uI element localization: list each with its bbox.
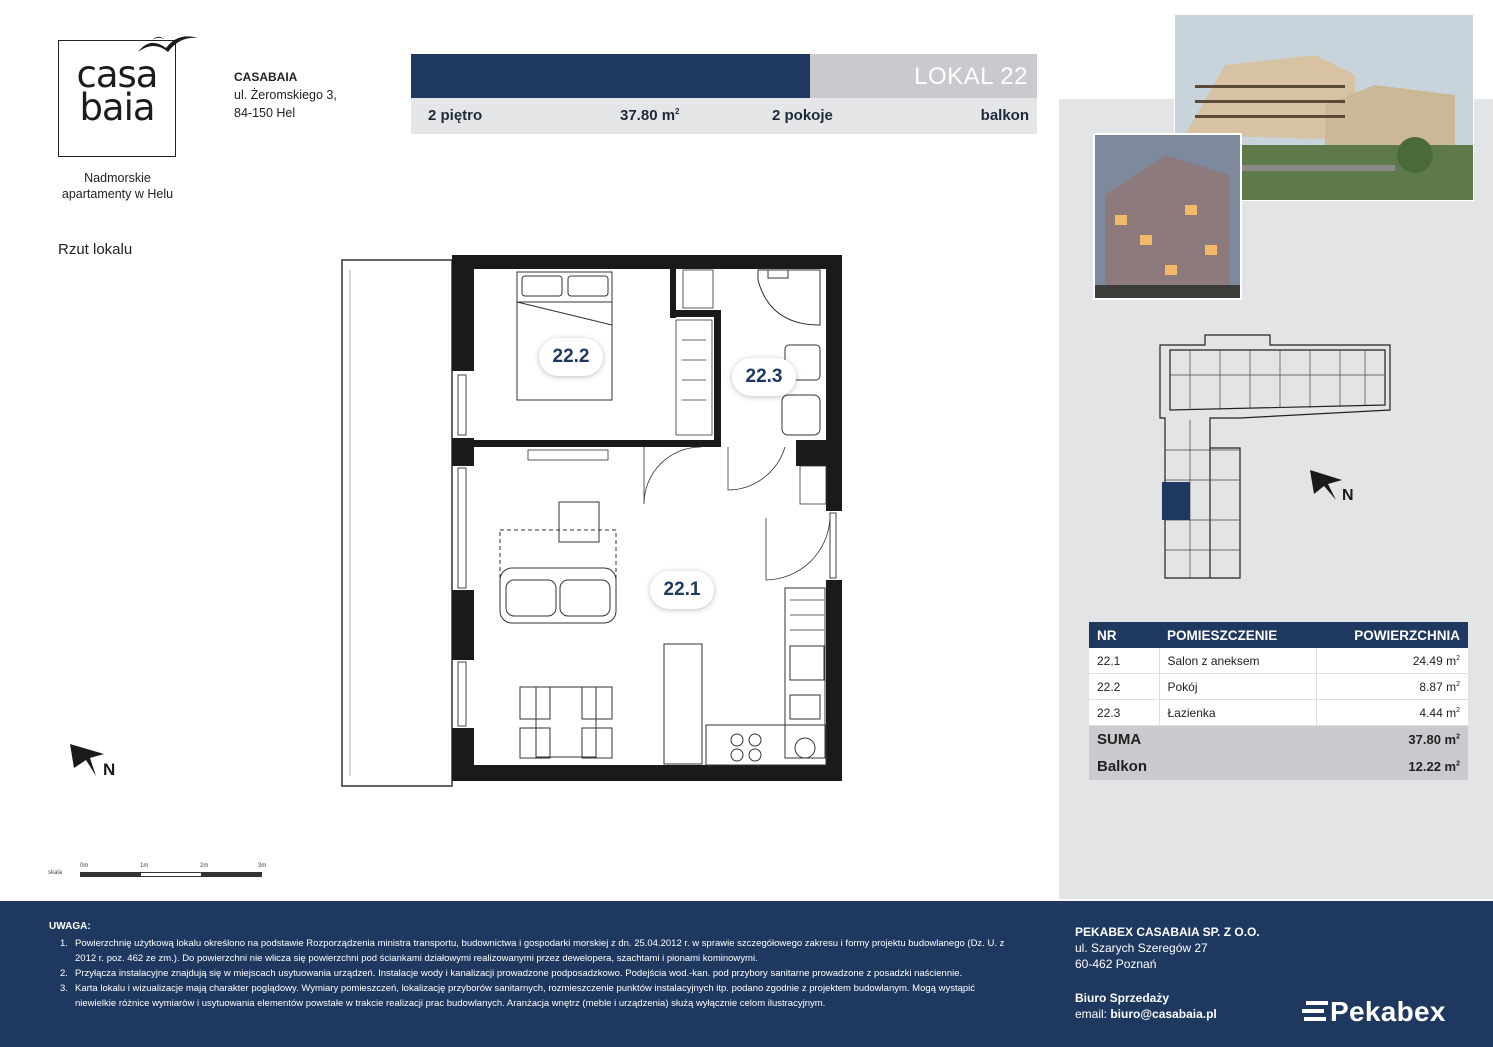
sales-office-title: Biuro Sprzedaży — [1075, 991, 1170, 1005]
room-area-table — [1089, 622, 1468, 780]
col-header-room: POMIESZCZENIE — [1159, 622, 1316, 648]
unit-title: LOKAL 22 — [914, 63, 1028, 90]
logo — [58, 53, 176, 129]
address-city: 84-150 Hel — [234, 106, 296, 120]
address-street: ul. Żeromskiego 3, — [234, 88, 337, 102]
north-arrow-icon — [68, 742, 108, 780]
radiator — [528, 450, 608, 460]
col-header-area: POWIERZCHNIA — [1316, 622, 1468, 648]
developer-contact — [1075, 924, 1260, 1022]
kitchen-shelf — [790, 600, 824, 630]
cell-room: Pokój — [1159, 674, 1316, 700]
cell-nr: 22.2 — [1089, 674, 1159, 700]
cell-area: 24.49 $m^2$ — [1316, 648, 1468, 674]
table-row — [1089, 700, 1468, 726]
pekabex-logo-icon — [1302, 1001, 1328, 1021]
cell-nr: 22.1 — [1089, 648, 1159, 674]
closet — [676, 270, 713, 435]
room-label-bedroom: 22.2 — [539, 338, 603, 376]
note-item: 3. Karta lokalu i wizualizacje mają charakter poglądowy. Wymiary pomieszczeń, lokalizację przyborów sanitarnych, rozmieszczenie punktów instalacyjnych itp. podano zgodnie z projektem budowlanym. Mogą wystąpić niewielkie różnice wymiarów i usytuowania elementów powstałe w trakcie realizacji prac budowlanych. Aranżacja wnętrz (meble i urządzenia) służą wyłącznie celom ilustracyjnym. — [60, 983, 976, 1009]
balcony-outline — [342, 260, 452, 786]
logo-line-2: baia — [79, 86, 155, 129]
developer-street: ul. Szarych Szeregów 27 — [1075, 941, 1208, 955]
cell-area: 4.44 $m^2$ — [1316, 700, 1468, 726]
table-balcony-row — [1089, 753, 1468, 780]
windows — [458, 375, 836, 726]
cell-nr: 22.3 — [1089, 700, 1159, 726]
logo-line-1: casa — [76, 53, 158, 96]
developer-name: PEKABEX CASABAIA SP. Z O.O. — [1075, 925, 1260, 939]
header-bar-accent — [411, 54, 810, 98]
site-north-arrow-icon — [1310, 470, 1342, 500]
tagline — [50, 170, 185, 202]
walls — [452, 255, 842, 781]
email-line: email: biuro@casabaia.pl — [1075, 1007, 1217, 1021]
cell-room: Łazienka — [1159, 700, 1316, 726]
note-item: 1. Powierzchnię użytkową lokalu określono na podstawie Rozporządzenia ministra transportu, budownictwa i gospodarki morskiej z dn. 25.04.2012 r. w sprawie szczegółowego zakresu i formy projektu budowlanego (Dz. U. z 2012 r. poz. 462 ze zm.). Do powierzchni nie wlicza się powierzchni pod ściankami działowymi realizowanymi przez dewelopera, szachtami i pionami kominowymi. — [60, 938, 1005, 964]
tagline-line-2: apartamenty w Helu — [61, 187, 174, 201]
tagline-line-1: Nadmorskie — [84, 171, 151, 185]
balcony-value: 12.22 $m^2$ — [1316, 753, 1468, 780]
bathroom-fixtures — [758, 270, 820, 435]
project-address — [234, 68, 337, 122]
building-visualization-2 — [1093, 133, 1242, 300]
table-header-row — [1089, 622, 1468, 648]
developer-city: 60-462 Poznań — [1075, 957, 1157, 971]
highlighted-unit — [1162, 482, 1190, 520]
col-header-nr: NR — [1089, 622, 1159, 648]
cell-room: Salon z aneksem — [1159, 648, 1316, 674]
scale-tick: 0m — [80, 863, 89, 869]
living-furniture — [500, 502, 826, 765]
bed — [517, 272, 612, 400]
email-link[interactable]: biuro@casabaia.pl — [1110, 1007, 1217, 1021]
room-label-bathroom: 22.3 — [732, 358, 796, 396]
doors — [644, 447, 830, 580]
notes-title: UWAGA: — [49, 921, 91, 932]
scale-tick: 1m — [140, 863, 149, 869]
sum-value: 37.80 $m^2$ — [1316, 726, 1468, 754]
site-north-label: N — [1342, 487, 1354, 504]
note-item: 2. Przyłącza instalacyjne znajdują się w miejscach usytuowania urządzeń. Instalacje wody i kanalizacji prowadzone podposadzkowo. Podejścia wod.-kan. pod przybory sanitarne prowadzone z posadzki naściennie. — [60, 968, 963, 979]
unit-floor: 2 piętro — [428, 107, 483, 124]
unit-info-row — [411, 98, 1037, 134]
table-row — [1089, 674, 1468, 700]
unit-rooms: 2 pokoje — [772, 107, 833, 124]
unit-balcony: balkon — [980, 107, 1029, 124]
table-row — [1089, 648, 1468, 674]
section-title: Rzut lokalu — [58, 241, 133, 258]
room-label-living: 22.1 — [650, 571, 714, 609]
scale-bar — [48, 862, 278, 882]
balcony-label: Balkon — [1089, 753, 1316, 780]
scale-tick: 3m — [258, 863, 267, 869]
north-label: N — [103, 760, 116, 779]
floor-plan — [330, 250, 850, 790]
unit-area: 37.80 $m^2$ — [620, 107, 680, 124]
table-sum-row — [1089, 726, 1468, 754]
scale-tick: 2m — [200, 863, 209, 869]
scale-bar-graphic — [80, 872, 262, 877]
project-name: CASABAIA — [234, 70, 298, 84]
site-plan — [1150, 330, 1410, 585]
notes-list — [49, 936, 1009, 1011]
scale-label: skala — [48, 870, 63, 876]
brand-logo: Pekabex — [1330, 996, 1446, 1027]
cell-area: 8.87 $m^2$ — [1316, 674, 1468, 700]
seagull-icon — [136, 30, 200, 60]
sum-label: SUMA — [1089, 726, 1316, 754]
